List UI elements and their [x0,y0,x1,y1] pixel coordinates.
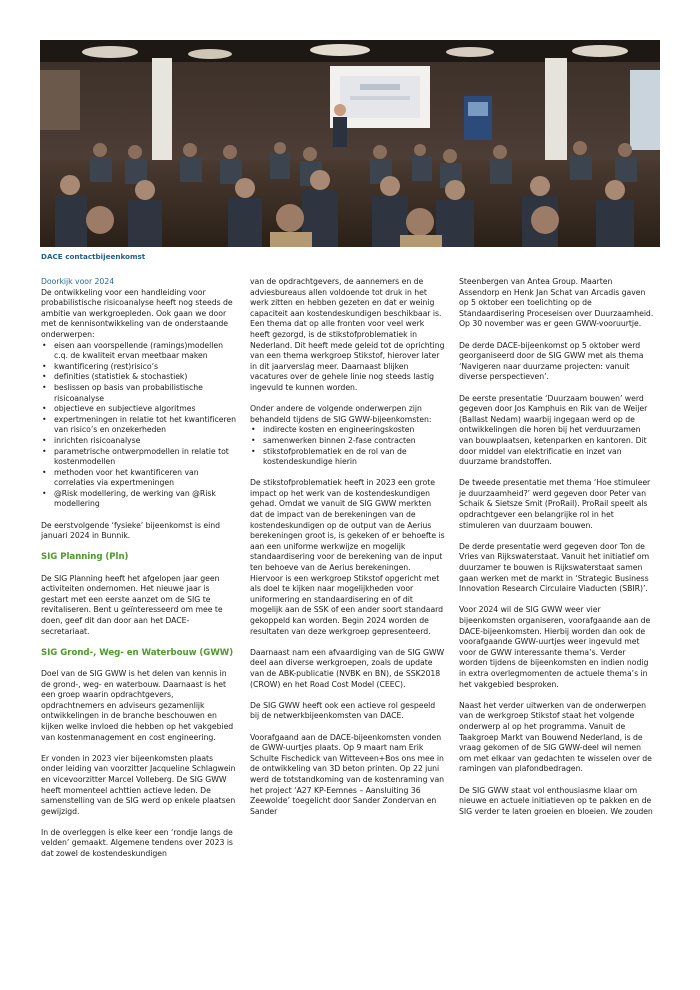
list-item: • stikstofproblematiek en de rol van de kostendeskundige hierin [250,447,445,468]
list-item: • inrichten risicoanalyse [41,436,236,447]
list-item: • eisen aan voorspellende (ramings)modellen c.q. de kwaliteit ervan meetbaar maken [41,341,236,362]
paragraph: Doel van de SIG GWW is het delen van kennis in de grond-, weg- en waterbouw. Daarnaast is het een groep waarin opdrachtgevers, opdrachtnemers en adviseurs gezamenlijk ontwikkelingen in de branche beschouwen en kijken welke invloed die hebben op het vakgebied van kostenmanagement en cost engineering. [41,668,234,742]
paragraph: Voorafgaand aan de DACE-bijeenkomsten vonden de GWW-uurtjes plaats. Op 9 maart nam Erik Schulte Fischedick van Witteveen+Bos ons mee in de ontwikkeling van 3D beton printen. Op 22 juni werd de totstandkoming van de kostenraming van het project ‘A27 KP-Eemnes – Aansluiting 36 Zeewolde’ toegelicht door Sander Zondervan en Sander [250,732,445,816]
paragraph: De derde DACE-bijeenkomst op 5 oktober werd georganiseerd door de SIG GWW met als thema ‘Navigeren naar duurzame projecten: vanuit diverse perspectieven’. [459,340,644,382]
list-item: • samenwerken binnen 2-fase contracten [250,436,445,447]
list-item: • expertmeningen in relatie tot het kwantificeren van risico’s en onzekerheden [41,415,236,436]
paragraph: De eerste presentatie ‘Duurzaam bouwen’ werd gegeven door Jos Kamphuis en Rik van de Weijer (Ballast Nedam) waarbij ingegaan werd op de ontwikkelingen die horen bij het verduurzamen van bouwplaatsen, ketenparken en kantoren. Dit door middel van elektrificatie en inzet van duurzame brandstoffen. [459,393,648,467]
paragraph: Daarnaast nam een afvaardiging van de SIG GWW deel aan diverse werkgroepen, zoals de update van de ABK-publicatie (NVBK en BN), de SSK2018 (CROW) en het Road Cost Model (CEEC). [250,647,445,689]
list-item: • @Risk modellering, de werking van @Risk modellering [41,489,236,510]
paragraph: Naast het verder uitwerken van de onderwerpen van de werkgroep Stikstof staat het volgende onderwerp al op het programma. Vanuit de Taakgroep Markt van Bouwend Nederland, is de vraag gekomen of de SIG GWW-deel wil nemen om met elkaar van gedachten te wisselen over de ramingen van plafondbedragen. [459,700,652,774]
list-item: • beslissen op basis van probabilistische risicoanalyse [41,383,236,404]
section-heading-planning: SIG Planning (Pln) [41,552,129,563]
list-item: • objectieve en subjectieve algoritmes [41,404,236,415]
photo-caption: DACE contactbijeenkomst [41,252,146,261]
text-column-1 [41,277,236,870]
paragraph: De stikstofproblematiek heeft in 2023 een grote impact op het werk van de kostendeskundigen gehad. Omdat we vanuit de SIG GWW merkten dat de impact van de berekeningen van de kostendeskundigen op de output van de Aerius berekeningen groot is, is gekeken of er behoefte is aan een uniforme werkwijze en mogelijk standaardisering voor de berekening van de input ten behoeve van de Aerius berekeningen. Hiervoor is een werkgroep Stikstof opgericht met als doel te kijken naar mogelijkheden voor uniformering en standaardisering en of dit mogelijk aan de SSK of een ander soort standaard gekoppeld kan worden. Begin 2024 worden de resultaten van deze werkgroep gepresenteerd. [250,478,445,636]
topics-list [250,425,445,467]
list-item: • indirecte kosten en engineeringskosten [250,425,445,436]
paragraph: De tweede presentatie met thema ‘Hoe stimuleer je duurzaamheid?’ werd gegeven door Peter van Schaik & Sietsze Smit (ProRail). ProRail speelt als opdrachtgever een belangrijke rol in het stimuleren van duurzaam bouwen. [459,478,651,530]
list-item: • parametrische ontwerpmodellen in relatie tot kostenmodellen [41,447,236,468]
topics-list [41,341,236,511]
paragraph: Steenbergen van Antea Group. Maarten Assendorp en Henk Jan Schat van Arcadis gaven op 5 oktober een toelichting op de Standaardisering Proceseisen over Duurzaamheid. Op 30 november was er geen GWW-vooruurtje. [459,277,654,329]
paragraph: van de opdrachtgevers, de aannemers en de adviesbureaus allen voldoende tot druk in het werk zitten en hebben gezeten en dat er weinig capaciteit aan kostendeskundigen beschikbaar is. Een thema dat op alle fronten voor veel werk heeft gezorgd, is de stikstofproblematiek in Nederland. Dit heeft mede geleid tot de oprichting van een thema werkgroep Stikstof, hierover later in dit jaarverslag meer. Daarnaast blijken vacatures over de gehele linie nog steeds lastig ingevuld te kunnen worden. [250,277,445,392]
paragraph: De ontwikkeling voor een handleiding voor probabilistische risicoanalyse heeft nog steeds de ambitie van werkgroepleden. Ook gaan we door met de kennisontwikkeling van de onderstaande onderwerpen: [41,287,233,339]
paragraph: De SIG GWW heeft ook een actieve rol gespeeld bij de netwerkbijeenkomsten van DACE. [250,700,436,721]
paragraph: De SIG GWW staat vol enthousiasme klaar om nieuwe en actuele initiatieven op te pakken en de SIG verder te laten groeien en bloeien. We zouden [459,785,653,816]
list-item: • kwantificering (rest)risico’s [41,362,236,373]
paragraph: Onder andere de volgende onderwerpen zijn behandeld tijdens de SIG GWW-bijeenkomsten: [250,404,432,424]
paragraph: De derde presentatie werd gegeven door Ton de Vries van Rijkswaterstaat. Vanuit het initiatief om duurzamer te bouwen is Rijkswaterstaat samen gaan werken met de markt in ‘Strategic Business Innovation Research Circulaire Viaducten (SBIR)’. [459,541,650,594]
section-heading-gww: SIG Grond-, Weg- en Waterbouw (GWW) [41,647,234,658]
list-item: • definities (statistiek & stochastiek) [41,372,236,383]
section-heading-doorkijk: Doorkijk voor 2024 [41,277,115,286]
paragraph: In de overleggen is elke keer een ‘rondje langs de velden’ gemaakt. Algemene tendens over 2023 is dat zowel de kostendeskundigen [41,827,233,859]
paragraph: Voor 2024 wil de SIG GWW weer vier bijeenkomsten organiseren, voorafgaande aan de DACE-bijeenkomsten. Hierbij worden dan ook de voorafgaande GWW-uurtjes weer ingevuld met voor de GWW interessante thema’s. Verder worden tijdens de bijeenkomsten en indien nodig in extra overlegmomenten de actuele thema’s in het vakgebied besproken. [459,605,651,689]
list-item: • methoden voor het kwantificeren van correlaties via expertmeningen [41,468,236,489]
paragraph: De eerstvolgende ‘fysieke’ bijeenkomst is eind januari 2024 in Bunnik. [41,520,221,541]
text-column-3 [459,277,654,828]
paragraph: Er vonden in 2023 vier bijeenkomsten plaats onder leiding van voorzitter Jacqueline Schlagwein en vicevoorzitter Marcel Volleberg. De SIG GWW heeft momenteel achttien actieve leden. De samenstelling van de SIG werd op enkele plaatsen gewijzigd. [41,753,236,816]
paragraph: De SIG Planning heeft het afgelopen jaar geen activiteiten ondernomen. Het nieuwe jaar is gestart met een eerste aanzet om de SIG te revitaliseren. Bent u geïnteresseerd om mee te doen, geef dit dan door aan het DACE-secretariaat. [41,573,223,636]
text-column-2 [250,277,445,828]
conference-photo [40,40,660,247]
